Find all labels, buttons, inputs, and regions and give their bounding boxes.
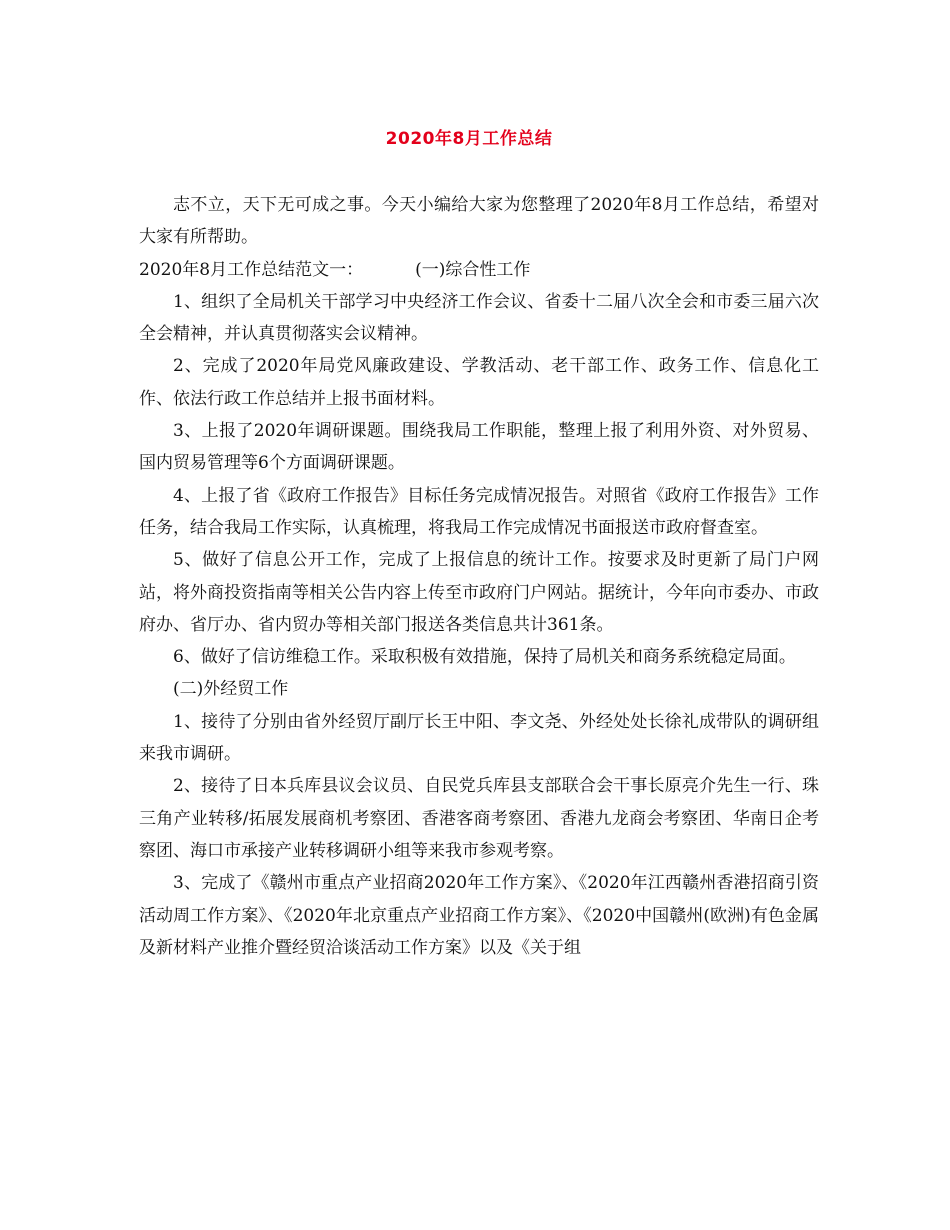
section2-heading: (二)外经贸工作 — [173, 679, 289, 700]
intro-paragraph: 志不立，天下无可成之事。今天小编给大家为您整理了2020年8月工作总结，希望对大家有所帮助。 — [139, 195, 819, 248]
section1-item-3: 3、上报了2020年调研课题。围绕我局工作职能，整理上报了利用外资、对外贸易、国内贸易管理等6个方面调研课题。 — [139, 421, 819, 474]
section1-item-5: 5、做好了信息公开工作，完成了上报信息的统计工作。按要求及时更新了局门户网站，将外商投资指南等相关公告内容上传至市政府门户网站。据统计，今年向市委办、市政府办、省厅办、省内贸办等相关部门报送各类信息共计361条。 — [139, 550, 819, 635]
section1-item-6: 6、做好了信访维稳工作。采取积极有效措施，保持了局机关和商务系统稳定局面。 — [173, 647, 796, 668]
section2-item-1: 1、接待了分别由省外经贸厅副厅长王中阳、李文尧、外经处处长徐礼成带队的调研组来我市调研。 — [139, 711, 819, 765]
section1-item-2: 2、完成了2020年局党风廉政建设、学教活动、老干部工作、政务工作、信息化工作、依法行政工作总结并上报书面材料。 — [139, 356, 819, 409]
sample-label: 2020年8月工作总结范文一： — [139, 259, 364, 280]
section1-item-4: 4、上报了省《政府工作报告》目标任务完成情况报告。对照省《政府工作报告》工作任务，结合我局工作实际，认真梳理，将我局工作完成情况书面报送市政府督查室。 — [139, 485, 819, 538]
page-title: 2020年8月工作总结 — [385, 129, 553, 149]
section2-item-2: 2、接待了日本兵库县议会议员、自民党兵库县支部联合会干事长原亮介先生一行、珠三角产业转移/拓展发展商机考察团、香港客商考察团、香港九龙商会考察团、华南日企考察团、海口市承接产业转移调研小组等来我市参观考察。 — [139, 776, 819, 861]
section1-heading: (一)综合性工作 — [415, 259, 531, 280]
section2-item-3: 3、完成了《赣州市重点产业招商2020年工作方案》、《2020年江西赣州香港招商引资活动周工作方案》、《2020年北京重点产业招商工作方案》、《2020中国赣州(欧洲)有色金属及新材料产业推介暨经贸洽谈活动工作方案》以及《关于组 — [139, 873, 819, 958]
document-body — [139, 189, 819, 964]
section1-item-1: 1、组织了全局机关干部学习中央经济工作会议、省委十二届八次全会和市委三届六次全会精神，并认真贯彻落实会议精神。 — [139, 291, 819, 345]
sample-heading-line — [139, 254, 819, 286]
